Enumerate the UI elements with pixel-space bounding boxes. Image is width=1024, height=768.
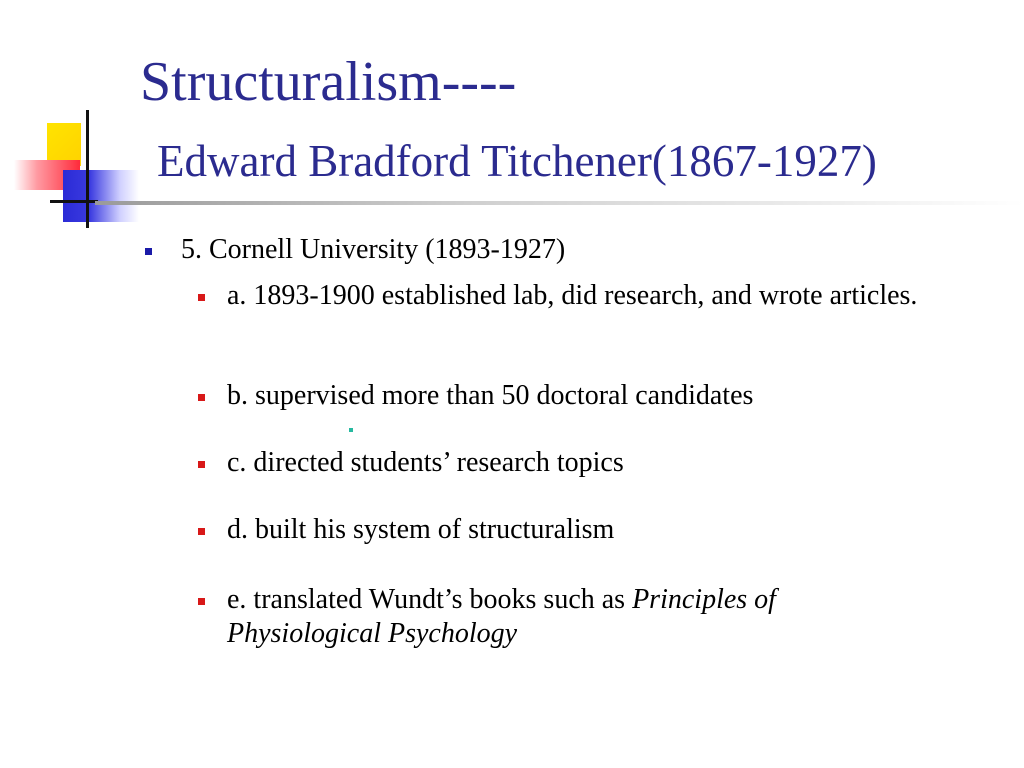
title-divider — [95, 201, 1024, 205]
bullet-text-e — [227, 583, 927, 651]
bullet-level2 — [198, 461, 205, 468]
bullet-level2 — [198, 528, 205, 535]
bullet-text-cornell: 5. Cornell University (1893-1927) — [181, 234, 566, 265]
decoration-blue-bar — [63, 170, 139, 222]
bullet-text-a: a. 1893-1900 established lab, did research, and wrote articles. — [227, 280, 918, 311]
decoration-vertical-line — [86, 110, 89, 228]
slide-subtitle: Edward Bradford Titchener(1867-1927) — [157, 136, 877, 186]
slide-title: Structuralism---- — [140, 51, 517, 113]
bullet-level2 — [198, 394, 205, 401]
bullet-level1 — [145, 248, 152, 255]
bullet-text-c: c. directed students’ research topics — [227, 447, 624, 478]
decoration-horizontal-line — [50, 200, 98, 203]
bullet-level2 — [198, 294, 205, 301]
bullet-level2 — [198, 598, 205, 605]
book-title: Principles of Physiological Psychology — [227, 584, 776, 649]
bullet-text-d: d. built his system of structuralism — [227, 514, 615, 545]
bullet-text-b: b. supervised more than 50 doctoral candidates — [227, 380, 754, 411]
stray-dot — [349, 428, 353, 432]
bullet-text-e-plain: e. translated Wundt’s books such as — [227, 584, 633, 615]
